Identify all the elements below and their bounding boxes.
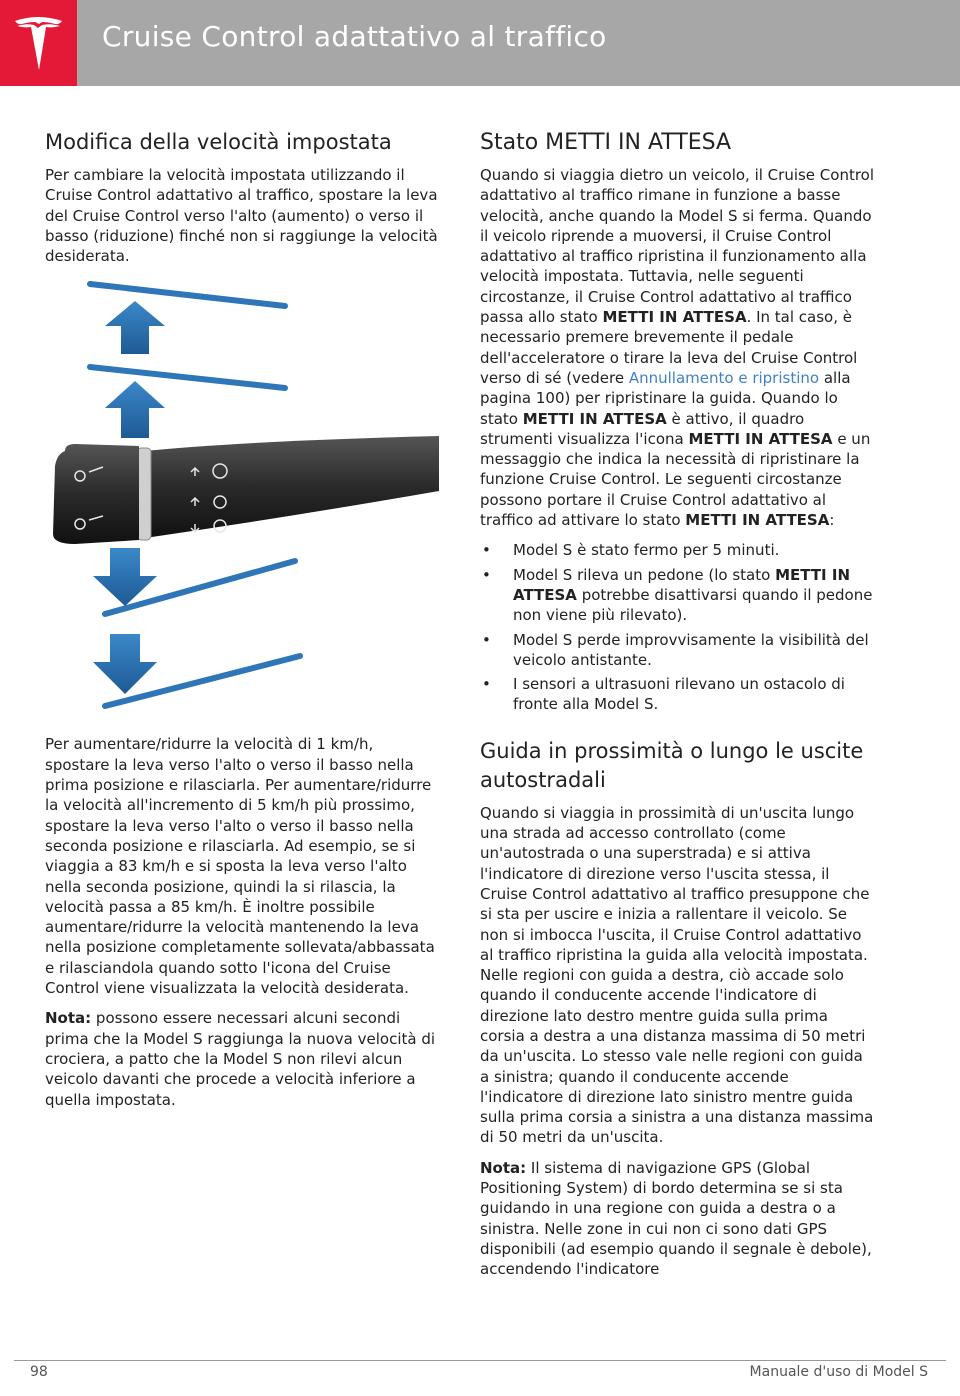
cross-reference-link[interactable]: Annullamento e ripristino [628, 368, 820, 387]
list-item [480, 674, 875, 715]
hold-term: METTI IN ATTESA [685, 511, 830, 530]
arrow-down-icon [93, 634, 157, 694]
exits-paragraph: Quando si viaggia in prossimità di un'uscita lungo una strada ad accesso controllato (come un'autostrada o una superstrada) e si attiva l'indicatore di direzione verso l'uscita stessa, il Cruise Control adattativo al traffico presuppone che si sta per uscire e inizia a rallentare il veicolo. Se non si imbocca l'uscita, il Cruise Control adattativo al traffico ripristina la guida alla velocità impostata. Nelle regioni con guida a destra, ciò accade solo quando il conducente accende l'indicatore di direzione lato destro mentre guida sulla prima corsia a destra a una distanza massima di 50 metri da un'uscita. Lo stesso vale nelle regioni con guida a sinistra; quando il conducente accende l'indicatore di direzione lato sinistro mentre guida sulla prima corsia a sinistra a una distanza massima di 50 metri da un'uscita. [480, 803, 874, 1147]
hold-term: METTI IN ATTESA [688, 429, 833, 448]
page-number: 98 [30, 1364, 48, 1380]
lever-tip [53, 444, 139, 544]
hold-text-a: Quando si viaggia dietro un veicolo, il Cruise Control adattativo al traffico rimane in funzione a basse velocità, anche quando la Model S si ferma. Quando il veicolo riprende a muoversi, il Cruise Control adattativo al traffico ripristina il funzionamento alla velocità impostata. Tuttavia, nelle seguenti circostanze, il Cruise Control adattativo al traffico passa allo stato [480, 166, 875, 327]
list-item [480, 565, 875, 626]
page-header [0, 0, 960, 86]
list-item-text: Model S perde improvvisamente la visibilità del veicolo antistante. [513, 630, 869, 669]
note-label: Nota: [480, 1158, 527, 1177]
hold-text-c: alla pagina 100) per ripristinare la guida. Quando lo stato [480, 368, 851, 428]
note-label: Nota: [45, 1009, 92, 1028]
note-paragraph [45, 1008, 439, 1109]
list-item-text: Model S rileva un pedone (lo stato [513, 565, 776, 584]
list-item [480, 630, 875, 671]
hold-text-d: è attivo, il quadro strumenti visualizza l'icona [480, 409, 805, 448]
note-text: possono essere necessari alcuni secondi prima che la Model S raggiunga la nuova velocità di crociera, a patto che la Model S non rilevi alcun veicolo davanti che procede a velocità inferiore a quella impostata. [45, 1009, 436, 1109]
bullet-icon: • [482, 541, 491, 560]
note-text: Il sistema di navigazione GPS (Global Positioning System) di bordo determina se si sta guidando in una regione con guida a destra o a sinistra. Nelle zone in cui non ci sono dati GPS disponibili (ad esempio quando il segnale è debole), accendendo l'indicatore [480, 1158, 872, 1279]
section-heading-speed: Modifica della velocità impostata [45, 130, 392, 154]
body-paragraph: Per aumentare/ridurre la velocità di 1 km/h, spostare la leva verso l'alto o verso il basso nella prima posizione e rilasciarla. Per aumentare/ridurre la velocità all'incremento di 5 km/h più prossimo, spostare la leva verso l'alto o verso il basso nella seconda posizione e rilasciarla. Ad esempio, se si viaggia a 83 km/h e si sposta la leva verso l'alto nella seconda posizione, quindi la si rilascia, la velocità passa a 85 km/h. È inoltre possibile aumentare/ridurre la velocità mantenendo la leva nella posizione completamente sollevata/abbassata e rilasciandola quando sotto l'icona del Cruise Control viene visualizzata la velocità desiderata. [45, 735, 435, 998]
tesla-logo-icon [13, 14, 64, 72]
list-item-text: potrebbe disattivarsi quando il pedone non viene più rilevato). [513, 585, 873, 625]
bullet-icon: • [482, 675, 491, 694]
section-heading-exits: Guida in prossimità o lungo le uscite autostradali [480, 738, 864, 792]
cruise-lever [145, 436, 439, 538]
position-line-up-1 [90, 367, 285, 388]
list-item-text: I sensori a ultrasuoni rilevano un ostacolo di fronte alla Model S. [513, 675, 845, 714]
arrow-up-icon [105, 301, 165, 354]
brand-logo [0, 0, 77, 86]
bullet-icon: • [482, 565, 491, 584]
manual-title: Manuale d'uso di Model S [749, 1364, 928, 1380]
hold-term: METTI IN ATTESA [522, 409, 667, 428]
arrow-up-icon [105, 381, 165, 438]
hold-text-e: e un messaggio che indica la necessità di ripristinare la funzione Cruise Control. Le seguenti circostanze possono portare il Cruise Control adattativo al traffico ad attivare lo stato [480, 429, 871, 530]
right-column [480, 128, 875, 1290]
footer-divider [14, 1360, 946, 1361]
position-line-up-2 [90, 284, 285, 306]
intro-paragraph: Per cambiare la velocità impostata utilizzando il Cruise Control adattativo al traffico, spostare la leva del Cruise Control verso l'alto (aumento) o verso il basso (riduzione) finché non si raggiunge la velocità desiderata. [45, 166, 438, 266]
list-item [480, 540, 875, 560]
left-column [45, 128, 439, 1120]
bullet-icon: • [482, 630, 491, 649]
list-item-text: Model S è stato fermo per 5 minuti. [513, 541, 780, 560]
hold-text-f: : [829, 511, 835, 530]
lever-illustration [45, 276, 439, 722]
gps-note-paragraph [480, 1158, 875, 1280]
section-heading-hold: Stato METTI IN ATTESA [480, 130, 732, 155]
hold-term: METTI IN ATTESA [602, 308, 747, 327]
hold-text-b: . In tal caso, è necessario premere brevemente il pedale dell'acceleratore o tirare la leva del Cruise Control verso di sé (vedere [480, 308, 858, 387]
hold-term: METTI IN ATTESA [513, 565, 850, 604]
arrow-down-icon [93, 548, 157, 606]
hold-conditions-list [480, 540, 875, 714]
page-title: Cruise Control adattativo al traffico [102, 20, 607, 53]
hold-paragraph [480, 165, 875, 530]
